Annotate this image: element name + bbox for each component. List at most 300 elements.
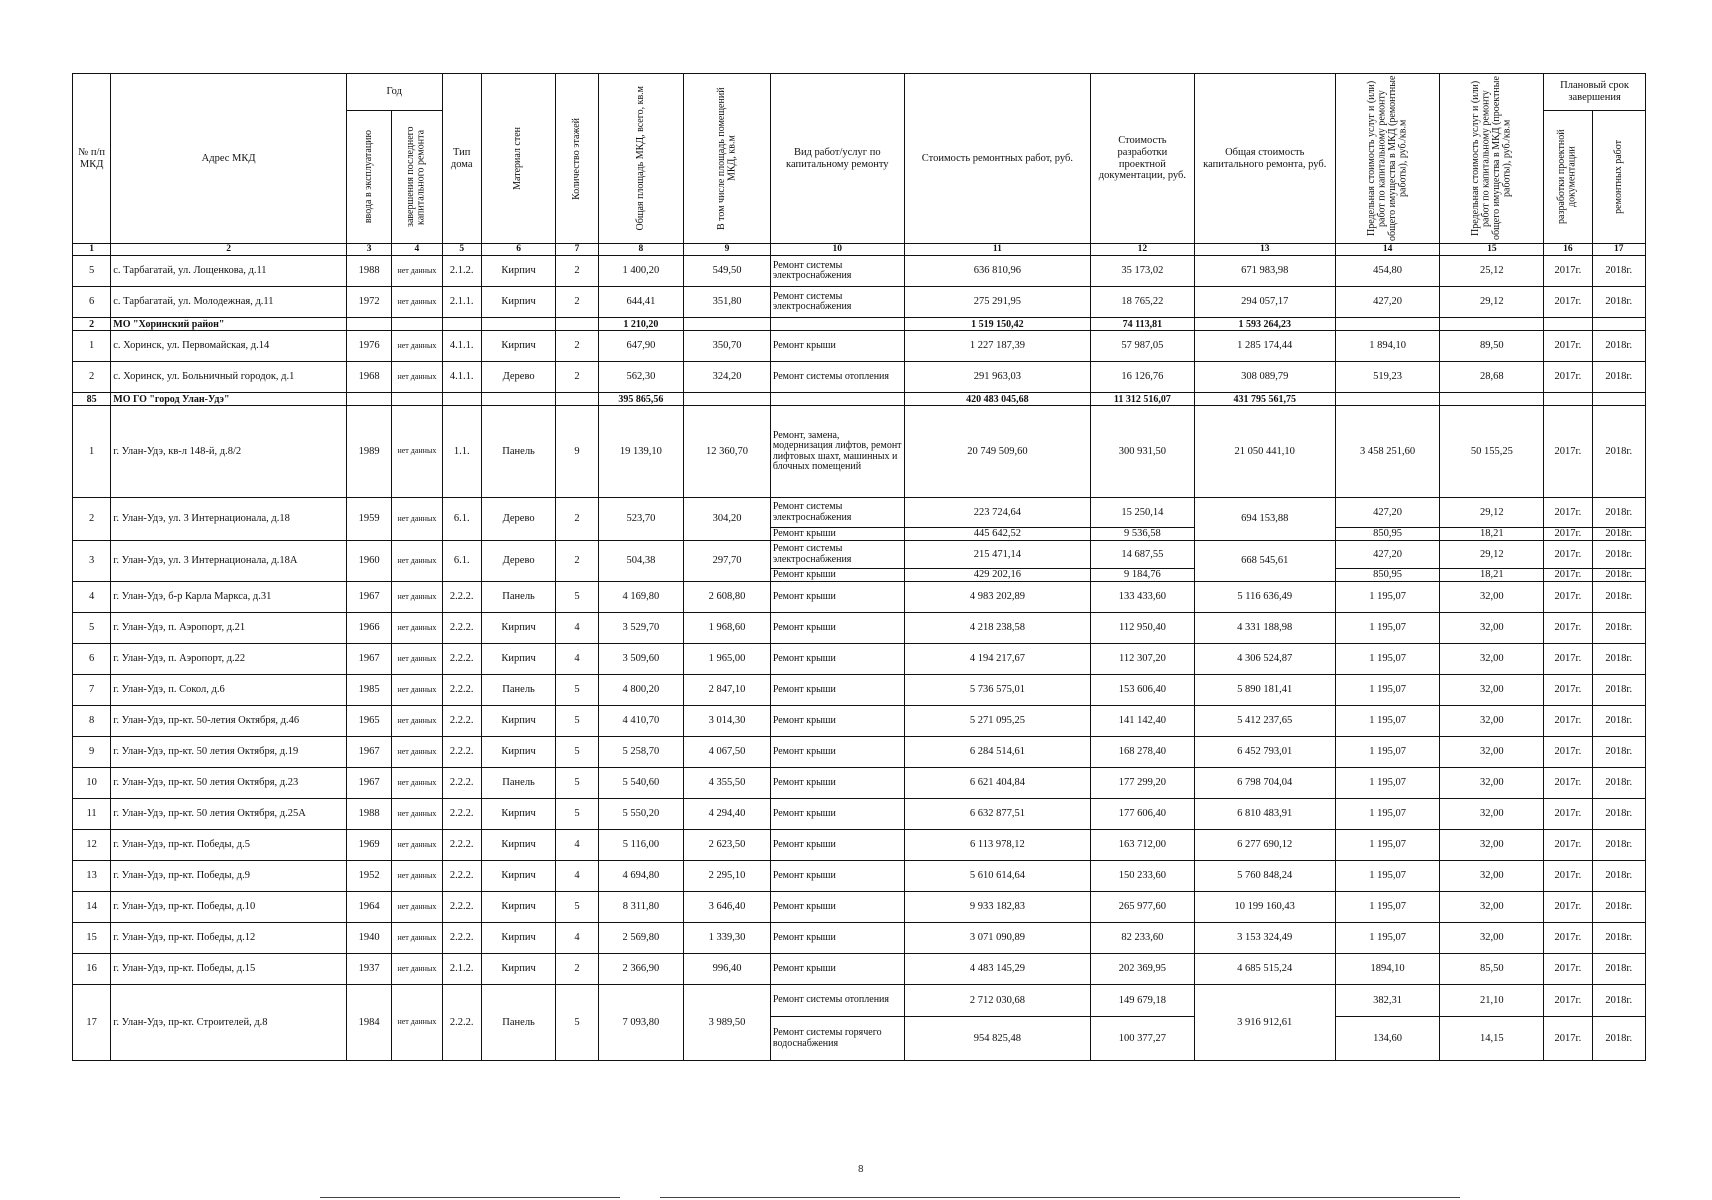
cell-limit-repair: 3 458 251,60 (1335, 406, 1440, 498)
cell-floors: 2 (556, 362, 598, 393)
cell-year: 1988 (346, 256, 391, 287)
cell-total-cost: 4 331 188,98 (1194, 613, 1335, 644)
cell-design-cost: 163 712,00 (1091, 830, 1195, 861)
cell-work-type: Ремонт крыши (770, 923, 904, 954)
cell-year: 1972 (346, 287, 391, 318)
cell-premises-area: 351,80 (684, 287, 771, 318)
cell-year-repair: нет данных (392, 644, 442, 675)
cell-material: Кирпич (481, 644, 556, 675)
cell-floors: 4 (556, 923, 598, 954)
cell-deadline-design: 2017г. (1544, 799, 1592, 830)
cell-limit-repair: 1 195,07 (1335, 737, 1440, 768)
cell-repair-cost: 4 983 202,89 (904, 582, 1090, 613)
cell-work-type: Ремонт крыши (770, 737, 904, 768)
col-number: 4 (392, 244, 442, 256)
table-row (73, 256, 1646, 287)
cell-premises-area: 2 847,10 (684, 675, 771, 706)
cell-year-repair: нет данных (392, 706, 442, 737)
col-number: 1 (73, 244, 111, 256)
cell-material: Кирпич (481, 706, 556, 737)
cell-material: Кирпич (481, 256, 556, 287)
cell-type: 2.2.2. (442, 613, 481, 644)
cell-work-type: Ремонт системы электроснабжения (770, 498, 904, 528)
col-number: 3 (346, 244, 391, 256)
cell-premises-area: 304,20 (684, 498, 771, 541)
cell-num: 6 (73, 644, 111, 675)
cell-repair-cost: 6 113 978,12 (904, 830, 1090, 861)
cell-address: г. Улан-Удэ, пр-кт. Победы, д.15 (111, 954, 347, 985)
cell-design-cost: 14 687,55 (1091, 541, 1195, 569)
cell-repair-cost: 6 621 404,84 (904, 768, 1090, 799)
cell-deadline-design: 2017г. (1544, 644, 1592, 675)
cell-work-type: Ремонт крыши (770, 706, 904, 737)
cell-material: Кирпич (481, 954, 556, 985)
cell-work-type: Ремонт крыши (770, 569, 904, 582)
cell-material: Дерево (481, 362, 556, 393)
cell-work-type: Ремонт крыши (770, 528, 904, 541)
cell-limit-design: 29,12 (1440, 541, 1544, 569)
cell-deadline-design: 2017г. (1544, 861, 1592, 892)
cell-design-cost: 150 233,60 (1091, 861, 1195, 892)
cell-deadline-repair: 2018г. (1592, 362, 1646, 393)
cell-type: 2.2.2. (442, 861, 481, 892)
col-number: 16 (1544, 244, 1592, 256)
cell-repair-cost: 4 194 217,67 (904, 644, 1090, 675)
cell-year-repair: нет данных (392, 737, 442, 768)
cell-type: 6.1. (442, 541, 481, 582)
cell-premises-area: 1 339,30 (684, 923, 771, 954)
subtotal-row (73, 393, 1646, 406)
cell-repair-cost: 4 483 145,29 (904, 954, 1090, 985)
col-header-limit-design: Предельная стоимость услуг и (или) работ по капитальному ремонту общего имущества в МКД (проектные работы), руб./кв.м (1440, 74, 1544, 244)
cell-deadline-repair: 2018г. (1592, 1017, 1646, 1061)
cell-address: г. Улан-Удэ, ул. 3 Интернационала, д.18 (111, 498, 347, 541)
cell-limit-repair: 134,60 (1335, 1017, 1440, 1061)
col-number: 9 (684, 244, 771, 256)
cell-year: 1952 (346, 861, 391, 892)
table-row (73, 861, 1646, 892)
col-header-house-type: Тип дома (442, 74, 481, 244)
cell-num: 1 (73, 406, 111, 498)
col-header-year: Год (346, 74, 442, 111)
cell-deadline-repair: 2018г. (1592, 613, 1646, 644)
cell-num: 8 (73, 706, 111, 737)
cell-year: 1940 (346, 923, 391, 954)
cell-premises-area: 4 067,50 (684, 737, 771, 768)
cell-work-type: Ремонт системы электроснабжения (770, 287, 904, 318)
table-row (73, 406, 1646, 498)
cell-work-type: Ремонт системы отопления (770, 362, 904, 393)
cell-num: 85 (73, 393, 111, 406)
cell-total-cost: 668 545,61 (1194, 541, 1335, 582)
cell-num: 5 (73, 256, 111, 287)
cell-total-area: 3 509,60 (598, 644, 684, 675)
cell-limit-repair: 1 195,07 (1335, 830, 1440, 861)
cell-deadline-design: 2017г. (1544, 287, 1592, 318)
cell-year: 1965 (346, 706, 391, 737)
cell-limit-repair: 1 195,07 (1335, 706, 1440, 737)
cell-deadline-design: 2017г. (1544, 582, 1592, 613)
col-header-floors: Количество этажей (556, 74, 598, 244)
cell-material: Панель (481, 675, 556, 706)
table-row (73, 541, 1646, 569)
cell-type: 1.1. (442, 406, 481, 498)
cell-year-repair: нет данных (392, 768, 442, 799)
cell-repair-cost: 420 483 045,68 (904, 393, 1090, 406)
cell-total-cost: 5 890 181,41 (1194, 675, 1335, 706)
cell-design-cost: 168 278,40 (1091, 737, 1195, 768)
cell-design-cost: 57 987,05 (1091, 331, 1195, 362)
cell-total-area: 4 800,20 (598, 675, 684, 706)
cell-num: 5 (73, 613, 111, 644)
table-row (73, 923, 1646, 954)
cell-year: 1966 (346, 613, 391, 644)
cell-year-repair: нет данных (392, 406, 442, 498)
cell-limit-design: 32,00 (1440, 923, 1544, 954)
cell-premises-area: 2 608,80 (684, 582, 771, 613)
cell-work-type: Ремонт крыши (770, 582, 904, 613)
cell-material: Кирпич (481, 287, 556, 318)
cell-total-cost: 3 153 324,49 (1194, 923, 1335, 954)
cell-address: г. Улан-Удэ, пр-кт. Победы, д.10 (111, 892, 347, 923)
cell-repair-cost: 6 632 877,51 (904, 799, 1090, 830)
cell-type: 4.1.1. (442, 331, 481, 362)
cell-limit-repair: 454,80 (1335, 256, 1440, 287)
cell-design-cost: 177 606,40 (1091, 799, 1195, 830)
col-number: 14 (1335, 244, 1440, 256)
cell-total-cost: 5 116 636,49 (1194, 582, 1335, 613)
cell-year: 1960 (346, 541, 391, 582)
cell-total-cost: 694 153,88 (1194, 498, 1335, 541)
cell-deadline-repair: 2018г. (1592, 331, 1646, 362)
cell-design-cost: 300 931,50 (1091, 406, 1195, 498)
cell-premises-area: 3 989,50 (684, 985, 771, 1061)
cell-deadline-design: 2017г. (1544, 613, 1592, 644)
cell-address: г. Улан-Удэ, б-р Карла Маркса, д.31 (111, 582, 347, 613)
cell-limit-repair: 850,95 (1335, 528, 1440, 541)
cell-year: 1959 (346, 498, 391, 541)
cell-type: 2.2.2. (442, 706, 481, 737)
cell-deadline-repair: 2018г. (1592, 569, 1646, 582)
col-header-year-last-repair: завершения последнего капитального ремонта (392, 111, 442, 244)
cell-work-type: Ремонт системы отопления (770, 985, 904, 1017)
cell-num: 9 (73, 737, 111, 768)
cell-limit-repair: 1 195,07 (1335, 768, 1440, 799)
cell-total-cost: 3 916 912,61 (1194, 985, 1335, 1061)
cell-total-area: 4 169,80 (598, 582, 684, 613)
cell-num: 11 (73, 799, 111, 830)
cell-address: г. Улан-Удэ, кв-л 148-й, д.8/2 (111, 406, 347, 498)
page-number: 8 (858, 1164, 864, 1175)
cell-floors: 5 (556, 706, 598, 737)
cell-deadline-repair: 2018г. (1592, 406, 1646, 498)
cell-deadline-repair: 2018г. (1592, 498, 1646, 528)
cell-deadline-design: 2017г. (1544, 830, 1592, 861)
col-header-year-commission: ввода в эксплуатацию (346, 111, 391, 244)
cell-num: 6 (73, 287, 111, 318)
cell-floors: 2 (556, 287, 598, 318)
cell-deadline-repair: 2018г. (1592, 256, 1646, 287)
cell-work-type: Ремонт крыши (770, 799, 904, 830)
cell-address: г. Улан-Удэ, ул. 3 Интернационала, д.18А (111, 541, 347, 582)
cell-material: Дерево (481, 498, 556, 541)
cell-total-cost: 5 412 237,65 (1194, 706, 1335, 737)
cell-deadline-repair: 2018г. (1592, 737, 1646, 768)
cell-total-area: 2 569,80 (598, 923, 684, 954)
cell-premises-area: 297,70 (684, 541, 771, 582)
cell-year-repair: нет данных (392, 498, 442, 541)
cell-district: МО ГО "город Улан-Удэ" (111, 393, 347, 406)
cell-premises-area: 1 968,60 (684, 613, 771, 644)
cell-design-cost: 35 173,02 (1091, 256, 1195, 287)
cell-limit-repair: 1 894,10 (1335, 331, 1440, 362)
cell-year: 1967 (346, 737, 391, 768)
cell-year-repair: нет данных (392, 256, 442, 287)
table-row (73, 737, 1646, 768)
cell-limit-repair: 427,20 (1335, 498, 1440, 528)
cell-material: Панель (481, 768, 556, 799)
cell-work-type: Ремонт крыши (770, 644, 904, 675)
cell-num: 17 (73, 985, 111, 1061)
cell-total-cost: 4 685 515,24 (1194, 954, 1335, 985)
cell-limit-design: 18,21 (1440, 528, 1544, 541)
cell-design-cost: 112 950,40 (1091, 613, 1195, 644)
cell-limit-design: 32,00 (1440, 892, 1544, 923)
cell-limit-design: 32,00 (1440, 706, 1544, 737)
cell-address: с. Хоринск, ул. Первомайская, д.14 (111, 331, 347, 362)
cell-deadline-repair: 2018г. (1592, 287, 1646, 318)
cell-limit-repair: 1 195,07 (1335, 923, 1440, 954)
cell-limit-design: 18,21 (1440, 569, 1544, 582)
cell-type: 2.1.2. (442, 954, 481, 985)
col-number: 2 (111, 244, 347, 256)
col-header-deadline: Плановый срок завершения (1544, 74, 1646, 111)
cell-address: г. Улан-Удэ, п. Аэропорт, д.21 (111, 613, 347, 644)
cell-design-cost: 16 126,76 (1091, 362, 1195, 393)
cell-total-area: 2 366,90 (598, 954, 684, 985)
cell-total-cost: 1 593 264,23 (1194, 318, 1335, 331)
cell-premises-area: 549,50 (684, 256, 771, 287)
cell-num: 10 (73, 768, 111, 799)
cell-year-repair: нет данных (392, 923, 442, 954)
cell-limit-repair: 1 195,07 (1335, 799, 1440, 830)
cell-deadline-repair: 2018г. (1592, 644, 1646, 675)
cell-year: 1984 (346, 985, 391, 1061)
cell-material: Кирпич (481, 737, 556, 768)
cell-total-area: 1 400,20 (598, 256, 684, 287)
cell-repair-cost: 9 933 182,83 (904, 892, 1090, 923)
cell-material: Панель (481, 406, 556, 498)
cell-repair-cost: 2 712 030,68 (904, 985, 1090, 1017)
cell-limit-design: 32,00 (1440, 613, 1544, 644)
cell-design-cost: 133 433,60 (1091, 582, 1195, 613)
cell-total-area: 562,30 (598, 362, 684, 393)
cell-material: Панель (481, 985, 556, 1061)
cell-total-cost: 4 306 524,87 (1194, 644, 1335, 675)
cell-total-area: 395 865,56 (598, 393, 684, 406)
cell-repair-cost: 429 202,16 (904, 569, 1090, 582)
col-header-wall-material: Материал стен (481, 74, 556, 244)
cell-material: Кирпич (481, 613, 556, 644)
cell-address: г. Улан-Удэ, п. Сокол, д.6 (111, 675, 347, 706)
col-header-design-cost: Стоимость разработки проектной документации, руб. (1091, 74, 1195, 244)
cell-premises-area: 3 014,30 (684, 706, 771, 737)
col-number: 11 (904, 244, 1090, 256)
cell-total-area: 523,70 (598, 498, 684, 541)
col-header-address: Адрес МКД (111, 74, 347, 244)
cell-total-cost: 6 277 690,12 (1194, 830, 1335, 861)
cell-limit-design: 32,00 (1440, 799, 1544, 830)
cell-year-repair: нет данных (392, 362, 442, 393)
cell-design-cost: 11 312 516,07 (1091, 393, 1195, 406)
cell-deadline-design: 2017г. (1544, 541, 1592, 569)
cell-total-cost: 6 810 483,91 (1194, 799, 1335, 830)
cell-floors: 4 (556, 613, 598, 644)
cell-floors: 2 (556, 331, 598, 362)
cell-work-type: Ремонт крыши (770, 331, 904, 362)
cell-year-repair: нет данных (392, 799, 442, 830)
cell-limit-design: 32,00 (1440, 830, 1544, 861)
table-row (73, 613, 1646, 644)
cell-premises-area: 1 965,00 (684, 644, 771, 675)
cell-deadline-repair: 2018г. (1592, 541, 1646, 569)
cell-address: г. Улан-Удэ, пр-кт. Победы, д.9 (111, 861, 347, 892)
cell-deadline-repair: 2018г. (1592, 892, 1646, 923)
cell-type: 2.2.2. (442, 768, 481, 799)
cell-num: 4 (73, 582, 111, 613)
cell-floors: 5 (556, 675, 598, 706)
cell-repair-cost: 5 736 575,01 (904, 675, 1090, 706)
cell-premises-area: 996,40 (684, 954, 771, 985)
col-number: 7 (556, 244, 598, 256)
cell-year-repair: нет данных (392, 985, 442, 1061)
cell-type: 2.2.2. (442, 923, 481, 954)
cell-floors: 4 (556, 644, 598, 675)
cell-address: г. Улан-Удэ, пр-кт. 50 летия Октября, д.23 (111, 768, 347, 799)
cell-material: Панель (481, 582, 556, 613)
cell-year-repair: нет данных (392, 675, 442, 706)
cell-deadline-design: 2017г. (1544, 768, 1592, 799)
cell-deadline-design: 2017г. (1544, 569, 1592, 582)
table-row (73, 362, 1646, 393)
cell-limit-design: 28,68 (1440, 362, 1544, 393)
cell-limit-repair: 382,31 (1335, 985, 1440, 1017)
cell-repair-cost: 1 519 150,42 (904, 318, 1090, 331)
cell-num: 1 (73, 331, 111, 362)
col-number: 5 (442, 244, 481, 256)
cell-limit-repair: 1 195,07 (1335, 675, 1440, 706)
cell-total-cost: 21 050 441,10 (1194, 406, 1335, 498)
cell-limit-design: 29,12 (1440, 287, 1544, 318)
cell-address: г. Улан-Удэ, пр-кт. Победы, д.5 (111, 830, 347, 861)
table-row (73, 768, 1646, 799)
cell-type: 2.2.2. (442, 675, 481, 706)
cell-repair-cost: 4 218 238,58 (904, 613, 1090, 644)
cell-year: 1967 (346, 644, 391, 675)
cell-total-area: 7 093,80 (598, 985, 684, 1061)
cell-year-repair: нет данных (392, 582, 442, 613)
col-header-deadline-repair: ремонтных работ (1592, 111, 1646, 244)
cell-limit-repair: 1 195,07 (1335, 644, 1440, 675)
table-row (73, 954, 1646, 985)
cell-deadline-repair: 2018г. (1592, 582, 1646, 613)
cell-address: г. Улан-Удэ, п. Аэропорт, д.22 (111, 644, 347, 675)
cell-material: Кирпич (481, 830, 556, 861)
cell-design-cost: 82 233,60 (1091, 923, 1195, 954)
cell-total-area: 504,38 (598, 541, 684, 582)
column-numbers-row (73, 244, 1646, 256)
cell-total-cost: 671 983,98 (1194, 256, 1335, 287)
cell-year: 1967 (346, 768, 391, 799)
cell-year: 1985 (346, 675, 391, 706)
cell-work-type: Ремонт крыши (770, 861, 904, 892)
cell-year-repair: нет данных (392, 954, 442, 985)
cell-year-repair: нет данных (392, 861, 442, 892)
cell-type: 2.2.2. (442, 892, 481, 923)
cell-year: 1968 (346, 362, 391, 393)
cell-type: 2.2.2. (442, 985, 481, 1061)
cell-work-type: Ремонт, замена, модернизация лифтов, ремонт лифтовых шахт, машинных и блочных помещений (770, 406, 904, 498)
col-header-limit-repair: Предельная стоимость услуг и (или) работ по капитальному ремонту общего имущества в МКД (ремонтные работы), руб./кв.м (1335, 74, 1440, 244)
cell-deadline-design: 2017г. (1544, 954, 1592, 985)
cell-total-cost: 6 798 704,04 (1194, 768, 1335, 799)
scan-edge-line (320, 1197, 620, 1198)
cell-address: с. Тарбагатай, ул. Молодежная, д.11 (111, 287, 347, 318)
cell-deadline-repair: 2018г. (1592, 799, 1646, 830)
cell-limit-design: 32,00 (1440, 675, 1544, 706)
cell-limit-repair: 1 195,07 (1335, 861, 1440, 892)
cell-total-cost: 1 285 174,44 (1194, 331, 1335, 362)
cell-work-type: Ремонт крыши (770, 768, 904, 799)
cell-total-area: 5 550,20 (598, 799, 684, 830)
table-row (73, 830, 1646, 861)
cell-design-cost: 149 679,18 (1091, 985, 1195, 1017)
cell-limit-repair: 1894,10 (1335, 954, 1440, 985)
table-row (73, 892, 1646, 923)
cell-repair-cost: 1 227 187,39 (904, 331, 1090, 362)
cell-num: 12 (73, 830, 111, 861)
cell-year-repair: нет данных (392, 331, 442, 362)
cell-district: МО "Хоринский район" (111, 318, 347, 331)
cell-design-cost: 15 250,14 (1091, 498, 1195, 528)
cell-year: 1988 (346, 799, 391, 830)
col-number: 6 (481, 244, 556, 256)
cell-premises-area: 2 623,50 (684, 830, 771, 861)
cell-deadline-design: 2017г. (1544, 706, 1592, 737)
cell-deadline-repair: 2018г. (1592, 985, 1646, 1017)
cell-repair-cost: 636 810,96 (904, 256, 1090, 287)
cell-deadline-repair: 2018г. (1592, 954, 1646, 985)
cell-floors: 5 (556, 985, 598, 1061)
cell-floors: 2 (556, 498, 598, 541)
cell-work-type: Ремонт крыши (770, 954, 904, 985)
cell-type: 2.2.2. (442, 737, 481, 768)
cell-design-cost: 177 299,20 (1091, 768, 1195, 799)
cell-year-repair: нет данных (392, 830, 442, 861)
col-header-premises-area: В том числе площадь помещений МКД, кв.м (684, 74, 771, 244)
cell-design-cost: 141 142,40 (1091, 706, 1195, 737)
cell-design-cost: 265 977,60 (1091, 892, 1195, 923)
cell-work-type: Ремонт крыши (770, 675, 904, 706)
cell-num: 3 (73, 541, 111, 582)
cell-repair-cost: 291 963,03 (904, 362, 1090, 393)
cell-deadline-design: 2017г. (1544, 362, 1592, 393)
cell-total-area: 4 694,80 (598, 861, 684, 892)
cell-deadline-design: 2017г. (1544, 256, 1592, 287)
cell-total-cost: 10 199 160,43 (1194, 892, 1335, 923)
cell-total-cost: 6 452 793,01 (1194, 737, 1335, 768)
cell-total-area: 3 529,70 (598, 613, 684, 644)
